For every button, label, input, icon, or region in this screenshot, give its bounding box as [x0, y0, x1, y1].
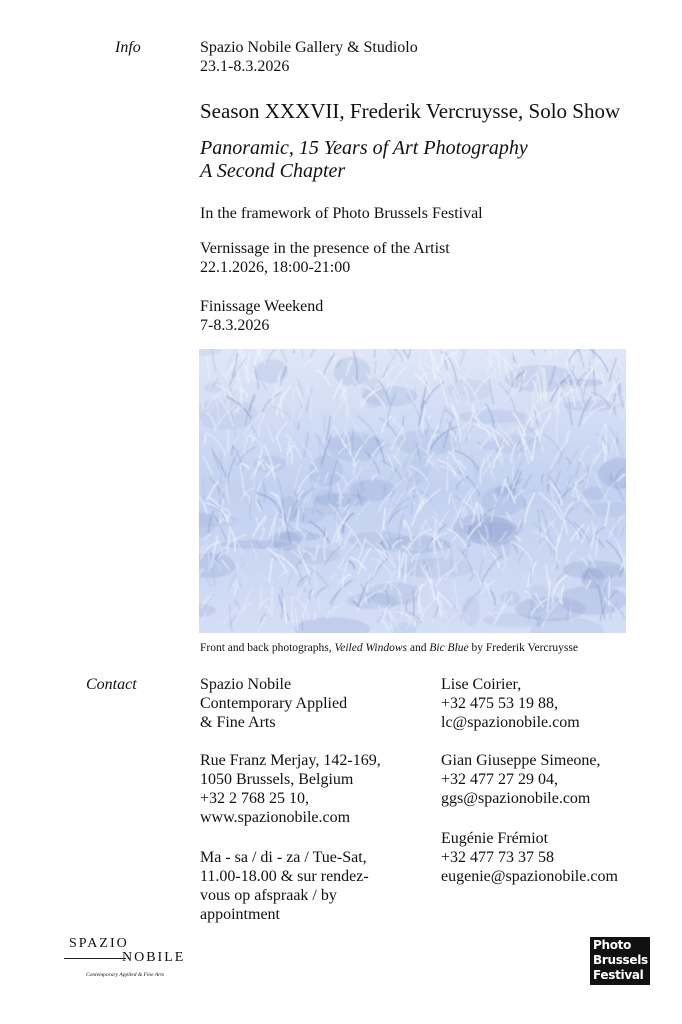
- org-line: Contemporary Applied: [200, 695, 348, 712]
- caption-prefix: Front and back photographs,: [200, 642, 335, 654]
- exhibition-subtitle-2: A Second Chapter: [200, 160, 346, 182]
- exhibition-dates: 23.1-8.3.2026: [200, 58, 290, 75]
- framework-text: In the framework of Photo Brussels Festival: [200, 205, 483, 222]
- address-line: 1050 Brussels, Belgium: [200, 771, 354, 788]
- gallery-phone[interactable]: +32 2 768 25 10,: [200, 790, 310, 807]
- contact-person-name: Gian Giuseppe Simeone,: [441, 752, 601, 769]
- logo-spazio-word: SPAZIO: [69, 936, 129, 951]
- gallery-name: Spazio Nobile Gallery & Studiolo: [200, 39, 418, 56]
- caption-work-1: Veiled Windows: [334, 642, 407, 654]
- pbf-logo-line: Brussels: [593, 953, 648, 967]
- exhibition-subtitle-1: Panoramic, 15 Years of Art Photography: [200, 137, 528, 159]
- exhibition-title: Season XXXVII, Frederik Vercruysse, Solo Show: [200, 99, 621, 123]
- hours-line: 11.00-18.00 & sur rendez-: [200, 868, 369, 885]
- logo-rule: [64, 958, 126, 959]
- spazio-nobile-logo: [62, 936, 184, 984]
- contact-person-phone[interactable]: +32 477 73 37 58: [441, 849, 555, 866]
- contact-person-name: Eugénie Frémiot: [441, 830, 549, 847]
- caption-work-2: Bic Blue: [429, 642, 469, 654]
- vernissage-line: Vernissage in the presence of the Artist: [200, 240, 450, 257]
- photo-brussels-festival-logo: [590, 937, 650, 985]
- contact-person-email-link[interactable]: lc@spazionobile.com: [441, 714, 580, 731]
- info-label: Info: [115, 39, 141, 56]
- contact-person-email-link[interactable]: eugenie@spazionobile.com: [441, 868, 618, 885]
- org-line: & Fine Arts: [200, 714, 276, 731]
- contact-person-email-link[interactable]: ggs@spazionobile.com: [441, 790, 591, 807]
- address-line: Rue Franz Merjay, 142-169,: [200, 752, 381, 769]
- contact-person-phone[interactable]: +32 477 27 29 04,: [441, 771, 559, 788]
- vernissage-time: 22.1.2026, 18:00-21:00: [200, 259, 351, 276]
- logo-tagline: Contemporary Applied & Fine Arts: [86, 972, 165, 978]
- contact-person-name: Lise Coirier,: [441, 676, 522, 693]
- caption-joiner: and: [406, 642, 430, 654]
- hours-line: Ma - sa / di - za / Tue-Sat,: [200, 849, 367, 866]
- logo-nobile-word: NOBILE: [122, 950, 186, 965]
- pbf-logo-line: Photo: [593, 938, 632, 952]
- grass-photo-image: [199, 349, 626, 633]
- gallery-website-link[interactable]: www.spazionobile.com: [200, 809, 351, 826]
- caption-suffix: by Frederik Vercruysse: [468, 642, 578, 654]
- photo-caption: [200, 641, 578, 655]
- contact-label: Contact: [86, 676, 137, 693]
- finissage-dates: 7-8.3.2026: [200, 317, 270, 334]
- finissage-line: Finissage Weekend: [200, 298, 324, 315]
- contact-person-phone[interactable]: +32 475 53 19 88,: [441, 695, 559, 712]
- org-line: Spazio Nobile: [200, 676, 292, 693]
- hours-line: appointment: [200, 906, 280, 923]
- hours-line: vous op afspraak / by: [200, 887, 337, 904]
- exhibition-photograph: [199, 349, 626, 633]
- pbf-logo-line: Festival: [593, 968, 644, 982]
